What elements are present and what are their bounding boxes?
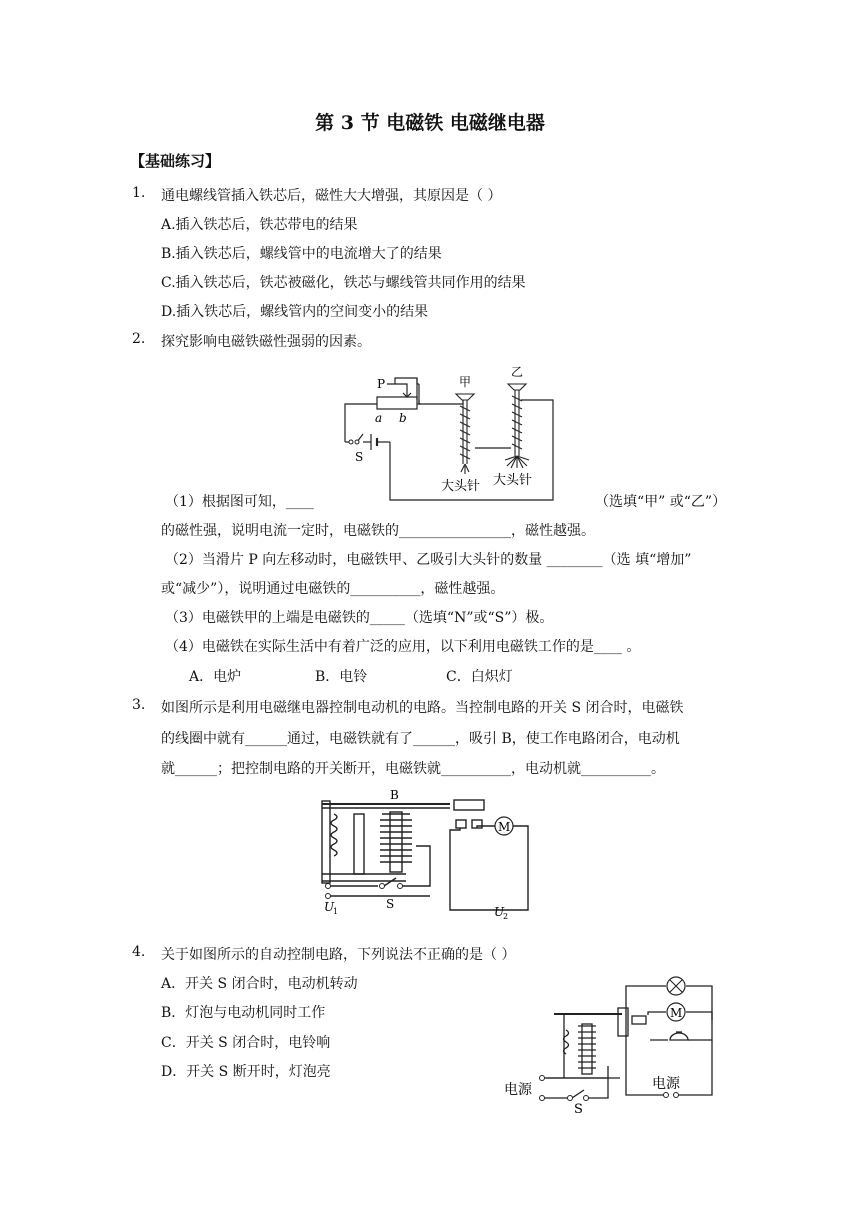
q2-part3: （3）电磁铁甲的上端是电磁铁的_____（选填“N”或“S”）极。 <box>165 610 554 626</box>
fig2-label-pins-left: 大头针 <box>441 479 481 494</box>
fig3-label-u2-sub: 2 <box>503 912 509 921</box>
fig2-label-b: b <box>399 411 407 425</box>
fig2-label-yi: 乙 <box>511 365 524 379</box>
q2-number: 2. <box>132 331 146 347</box>
fig3-label-s: S <box>386 897 395 911</box>
fig4-motor-label: M <box>670 1006 683 1020</box>
section-heading: 【基础练习】 <box>130 152 221 170</box>
q3-line2: 的线圈中就有______通过，电磁铁就有了______，吸引 B，使工作电路闭合，电动机 <box>161 731 680 747</box>
q4-option-a: A．开关 S 闭合时，电动机转动 <box>161 976 358 992</box>
q4-number: 4. <box>132 944 146 960</box>
q4-option-b: B．灯泡与电动机同时工作 <box>161 1005 326 1021</box>
q2-option-b: B．电铃 <box>315 669 368 685</box>
auto-control-circuit-figure <box>500 970 725 1115</box>
q2-option-c: C．白炽灯 <box>446 669 513 685</box>
fig3-label-b: B <box>390 788 399 802</box>
fig2-label-pins-right: 大头针 <box>493 473 533 488</box>
fig2-label-jia: 甲 <box>459 375 472 389</box>
q4-option-c: C．开关 S 闭合时，电铃响 <box>161 1035 331 1051</box>
q2-part2-line1: （2）当滑片 P 向左移动时，电磁铁甲、乙吸引大头针的数量 ________（选 填“增加” <box>165 552 692 568</box>
fig3-label-u2: U <box>494 905 505 919</box>
page-title: 第 3 节 电磁铁 电磁继电器 <box>315 112 545 134</box>
q1-stem: 通电螺线管插入铁芯后，磁性大大增强，其原因是（ ） <box>161 188 502 204</box>
q1-option-a: A.插入铁芯后，铁芯带电的结果 <box>161 217 358 233</box>
fig2-label-s: S <box>355 450 364 464</box>
q3-line1: 如图所示是利用电磁继电器控制电动机的电路。当控制电路的开关 S 闭合时，电磁铁 <box>161 700 684 716</box>
q2-part1-choice: （选填“甲” 或“乙”） <box>595 494 727 510</box>
fig4-label-source-left: 电源 <box>504 1082 532 1098</box>
fig2-label-p: P <box>377 377 386 391</box>
q4-stem: 关于如图所示的自动控制电路，下列说法不正确的是（ ） <box>161 947 516 963</box>
fig4-label-source-right: 电源 <box>652 1076 680 1092</box>
q4-option-d: D．开关 S 断开时，灯泡亮 <box>161 1064 331 1080</box>
q2-option-a: A．电炉 <box>189 669 242 685</box>
q1-number: 1. <box>132 185 146 201</box>
fig2-label-a: a <box>375 411 383 425</box>
q1-option-d: D.插入铁芯后，螺线管内的空间变小的结果 <box>161 304 429 320</box>
q2-stem: 探究影响电磁铁磁性强弱的因素。 <box>161 334 371 350</box>
relay-motor-circuit-figure <box>320 786 535 921</box>
q2-part1-line1: （1）根据图可知，____ <box>165 494 314 510</box>
fig3-label-u1-sub: 1 <box>333 907 339 916</box>
q1-option-b: B.插入铁芯后，螺线管中的电流增大了的结果 <box>161 246 442 262</box>
q3-number: 3. <box>132 697 146 713</box>
electromagnet-circuit-figure <box>335 360 560 505</box>
fig3-motor-label: M <box>498 820 511 834</box>
q2-part4: （4）电磁铁在实际生活中有着广泛的应用，以下利用电磁铁工作的是____ 。 <box>165 639 641 655</box>
q3-line3: 就______；把控制电路的开关断开，电磁铁就__________，电动机就__________。 <box>161 761 665 777</box>
q1-option-c: C.插入铁芯后，铁芯被磁化，铁芯与螺线管共同作用的结果 <box>161 275 526 291</box>
q2-part2-line2: 或“减少”），说明通过电磁铁的__________，磁性越强。 <box>161 581 505 597</box>
fig3-label-u1: U <box>324 900 335 914</box>
q2-part1-line2: 的磁性强，说明电流一定时，电磁铁的________________，磁性越强。 <box>161 523 595 539</box>
fig4-label-s: S <box>574 1102 583 1115</box>
